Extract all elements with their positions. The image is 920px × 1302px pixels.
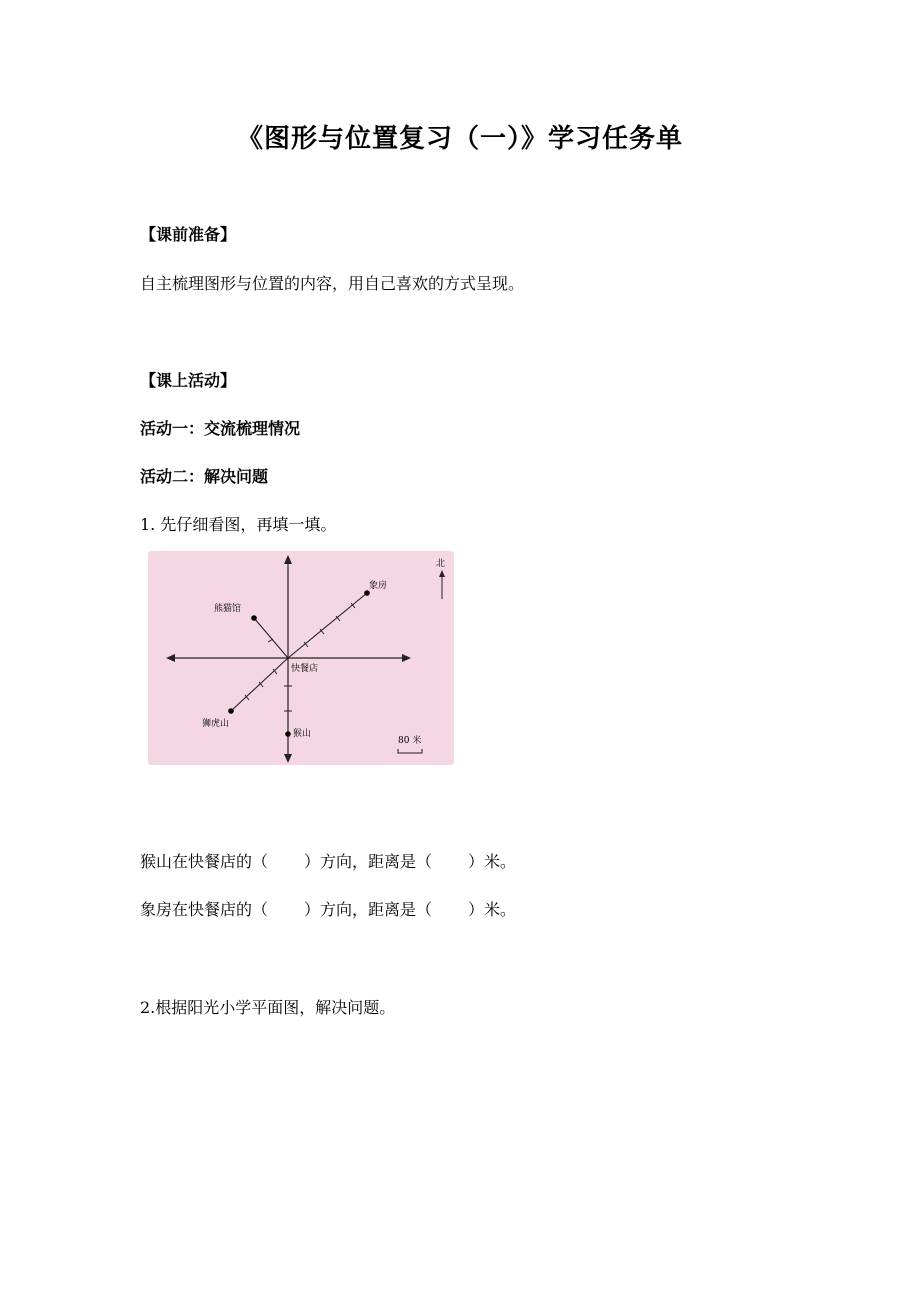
line-one-part-c: ）米。 — [468, 852, 517, 871]
panda-label: 熊猫馆 — [214, 604, 242, 614]
center-label: 快餐店 — [291, 664, 319, 674]
question-one-prompt: 1. 先仔细看图，再填一填。 — [140, 515, 337, 534]
monkey-point — [285, 731, 291, 737]
line-one-part-b: ）方向，距离是（ — [304, 852, 433, 871]
line-one-part-a: 猴山在快餐店的（ — [140, 852, 269, 871]
prep-text: 自主梳理图形与位置的内容，用自己喜欢的方式呈现。 — [140, 274, 525, 293]
lion-point — [228, 708, 234, 714]
activity-two: 活动二：解决问题 — [140, 467, 269, 486]
panda-point — [251, 615, 257, 621]
question-two-prompt: 2.根据阳光小学平面图，解决问题。 — [140, 998, 396, 1017]
line-two-part-a: 象房在快餐店的（ — [140, 900, 269, 919]
north-label: 北 — [436, 559, 446, 569]
monkey-label: 猴山 — [293, 729, 312, 739]
lion-label: 狮虎山 — [202, 719, 230, 729]
elephant-point — [364, 590, 370, 596]
line-two-part-b: ）方向，距离是（ — [304, 900, 433, 919]
scale-label: 80 米 — [398, 736, 422, 746]
question-one-line-one — [140, 849, 516, 872]
line-two-part-c: ）米。 — [468, 900, 517, 919]
activity-one: 活动一：交流梳理情况 — [140, 419, 301, 438]
zoo-direction-map — [148, 551, 454, 765]
elephant-label: 象房 — [369, 581, 388, 591]
class-heading: 【课上活动】 — [140, 371, 237, 390]
question-one-line-two — [140, 897, 516, 920]
page-title: 《图形与位置复习（一）》学习任务单 — [236, 124, 683, 154]
prep-heading: 【课前准备】 — [140, 225, 237, 244]
